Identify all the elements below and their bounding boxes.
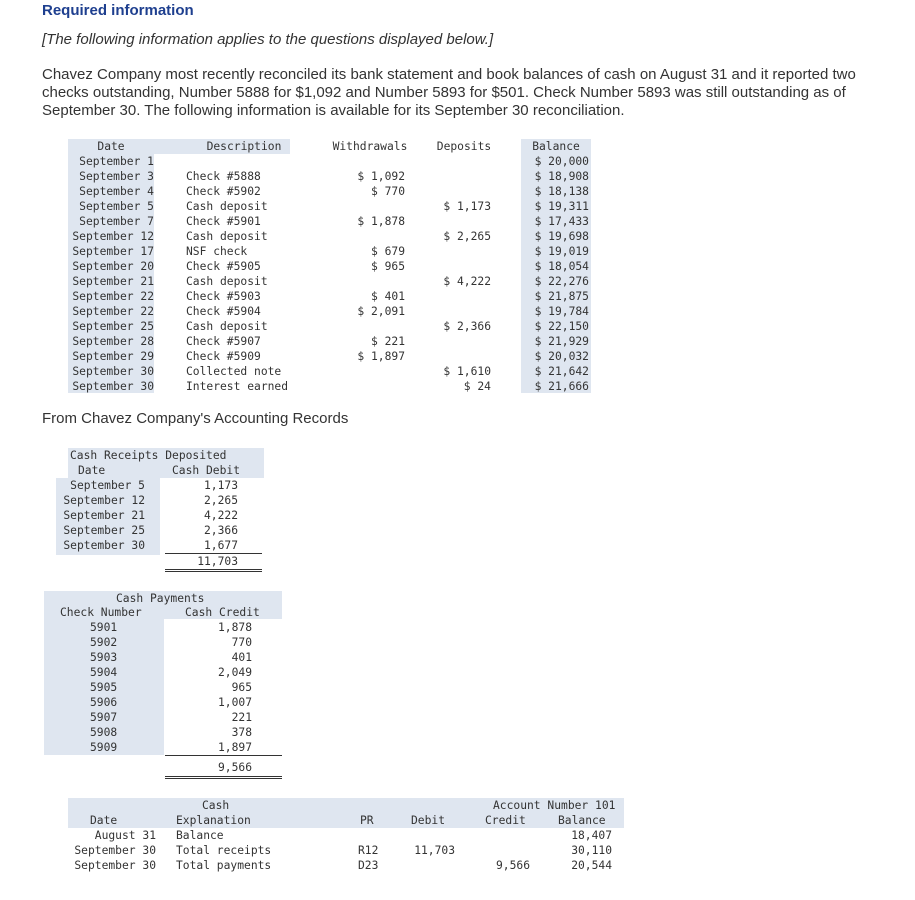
payments-title: Cash Payments: [116, 592, 205, 605]
bank-row-deposit: [420, 169, 491, 184]
bank-row-date: September 22: [72, 305, 154, 318]
bank-row-withdrawal: [330, 229, 405, 244]
ledger-row-date: August 31: [94, 829, 156, 842]
ledger-credit-header: Credit: [485, 814, 526, 827]
ledger-row-date: September 30: [74, 844, 156, 857]
bank-row-description: Check #5901: [186, 215, 261, 228]
payment-row-amount: 770: [231, 636, 252, 649]
bank-row-date: September 4: [79, 185, 154, 198]
bank-row-description: Cash deposit: [186, 200, 268, 213]
receipts-title: Cash Receipts Deposited: [70, 449, 227, 462]
payment-row-check: 5908: [90, 726, 118, 739]
ledger-date-header: Date: [90, 814, 118, 827]
bank-row-deposit: [420, 244, 491, 259]
bank-row-balance: $ 19,311: [534, 200, 589, 213]
payment-row-check: 5904: [90, 666, 118, 679]
receipts-date-header: Date: [78, 464, 106, 477]
intro-paragraph: Chavez Company most recently reconciled its bank statement and book balances of cash on August 31 and it reported two checks outstanding, Number 5888 for $1,092 and Number 5893 for $501. Check Number 5893 was still outstanding as of September 30. The following information is available for its September 30 reconciliation.: [42, 66, 856, 119]
ledger-row-credit: 9,566: [495, 859, 530, 872]
description-header: Description: [206, 140, 282, 153]
bank-row-date: September 28: [72, 335, 154, 348]
bank-row-withdrawal: $ 770: [370, 185, 405, 198]
receipt-row-amount: 1,173: [203, 479, 238, 492]
deposits-header: Deposits: [436, 140, 492, 153]
receipt-row-amount: 1,677: [203, 539, 238, 552]
bank-row-deposit: $ 1,610: [443, 365, 491, 378]
bank-row-deposit: [420, 214, 491, 229]
date-header: Date: [97, 140, 125, 153]
receipt-row-date: September 5: [70, 479, 145, 492]
ledger-explanation-header: Explanation: [176, 814, 251, 827]
payment-row-check: 5909: [90, 741, 118, 754]
bank-row-deposit: [420, 154, 491, 169]
ledger-row-pr: D23: [358, 859, 379, 872]
withdrawals-header: Withdrawals: [332, 140, 408, 153]
ledger-balance-header: Balance: [558, 814, 606, 827]
bank-row-withdrawal: $ 965: [370, 260, 405, 273]
bank-row-balance: $ 19,019: [534, 245, 589, 258]
payments-total-rule-2: [165, 778, 282, 779]
bank-row-date: September 30: [72, 365, 154, 378]
bank-row-description: Cash deposit: [186, 275, 268, 288]
bank-row-date: September 29: [72, 350, 154, 363]
receipt-row-amount: 2,265: [203, 494, 238, 507]
bank-row-date: September 5: [79, 200, 154, 213]
bank-row-description: Check #5902: [186, 185, 261, 198]
bank-row-deposit: [420, 304, 491, 319]
bank-row-description: Cash deposit: [186, 320, 268, 333]
bank-row-balance: $ 21,875: [534, 290, 589, 303]
payment-row-amount: 1,878: [217, 621, 252, 634]
bank-row-deposit: $ 1,173: [443, 200, 491, 213]
bank-row-withdrawal: $ 221: [370, 335, 405, 348]
bank-row-description: Check #5904: [186, 305, 261, 318]
bank-row-date: September 20: [72, 260, 154, 273]
records-heading: From Chavez Company's Accounting Records: [42, 410, 349, 427]
bank-row-date: September 22: [72, 290, 154, 303]
bank-row-date: September 30: [72, 380, 154, 393]
bank-row-deposit: [420, 259, 491, 274]
bank-row-withdrawal: [330, 274, 405, 289]
receipt-row-date: September 25: [63, 524, 145, 537]
applies-note: [The following information applies to the questions displayed below.]: [42, 31, 494, 48]
payment-row-check: 5901: [90, 621, 118, 634]
required-information-heading: Required information: [42, 2, 194, 19]
payment-row-check: 5907: [90, 711, 118, 724]
bank-row-withdrawal: $ 1,878: [357, 215, 405, 228]
bank-row-deposit: $ 2,265: [443, 230, 491, 243]
bank-row-balance: $ 18,138: [534, 185, 589, 198]
ledger-debit-header: Debit: [411, 814, 446, 827]
payment-row-amount: 1,897: [217, 741, 252, 754]
receipt-row-date: September 21: [63, 509, 145, 522]
bank-row-withdrawal: $ 1,897: [357, 350, 405, 363]
bank-row-deposit: [420, 349, 491, 364]
ledger-row-explanation: Total payments: [176, 859, 272, 872]
bank-row-description: Cash deposit: [186, 230, 268, 243]
bank-row-balance: $ 20,000: [534, 155, 589, 168]
bank-row-balance: $ 18,908: [534, 170, 589, 183]
payment-row-amount: 1,007: [217, 696, 252, 709]
bank-row-withdrawal: $ 401: [370, 290, 405, 303]
bank-row-description: Check #5903: [186, 290, 261, 303]
ledger-row-date: September 30: [74, 859, 156, 872]
payment-row-amount: 221: [231, 711, 252, 724]
bank-row-date: September 7: [79, 215, 154, 228]
bank-row-withdrawal: [330, 379, 405, 394]
payments-credit-header: Cash Credit: [185, 606, 260, 619]
receipts-debit-header: Cash Debit: [172, 464, 241, 477]
ledger-row-balance: 30,110: [571, 844, 612, 857]
payment-row-check: 5903: [90, 651, 118, 664]
bank-row-description: Interest earned: [186, 380, 289, 393]
bank-row-balance: $ 18,054: [534, 260, 589, 273]
bank-row-description: Check #5907: [186, 335, 261, 348]
payments-total: 9,566: [217, 761, 252, 774]
bank-row-balance: $ 21,929: [534, 335, 589, 348]
bank-row-balance: $ 17,433: [534, 215, 589, 228]
payment-row-amount: 401: [231, 651, 252, 664]
bank-row-description: Check #5888: [186, 170, 261, 183]
payment-row-amount: 378: [231, 726, 252, 739]
receipt-row-date: September 12: [63, 494, 145, 507]
payment-row-check: 5905: [90, 681, 118, 694]
bank-row-deposit: [420, 184, 491, 199]
ledger-row-debit: [400, 858, 455, 873]
bank-row-deposit: $ 2,366: [443, 320, 491, 333]
bank-row-balance: $ 19,784: [534, 305, 589, 318]
bank-row-withdrawal: $ 679: [370, 245, 405, 258]
bank-row-balance: $ 22,150: [534, 320, 589, 333]
receipt-row-amount: 4,222: [203, 509, 238, 522]
bank-row-withdrawal: [330, 199, 405, 214]
ledger-row-balance: 18,407: [571, 829, 612, 842]
ledger-pr-header: PR: [360, 814, 374, 827]
bank-row-description: Check #5909: [186, 350, 261, 363]
balance-header: Balance: [532, 140, 580, 153]
payments-total-rule-1: [165, 776, 282, 777]
bank-row-deposit: $ 4,222: [443, 275, 491, 288]
bank-row-balance: $ 19,698: [534, 230, 589, 243]
ledger-row-explanation: Total receipts: [176, 844, 272, 857]
bank-row-withdrawal: [330, 154, 405, 169]
bank-row-deposit: [420, 289, 491, 304]
bank-row-date: September 1: [79, 155, 154, 168]
bank-row-date: September 21: [72, 275, 154, 288]
bank-row-balance: $ 20,032: [534, 350, 589, 363]
receipt-row-amount: 2,366: [203, 524, 238, 537]
payment-row-check: 5906: [90, 696, 118, 709]
bank-row-withdrawal: [330, 364, 405, 379]
receipts-total: 11,703: [197, 555, 238, 568]
bank-row-balance: $ 21,666: [534, 380, 589, 393]
receipts-total-rule-2: [165, 571, 262, 572]
ledger-row-debit: [400, 828, 455, 843]
bank-row-date: September 17: [72, 245, 154, 258]
payment-row-amount: 965: [231, 681, 252, 694]
ledger-row-explanation: Balance: [176, 829, 224, 842]
bank-row-balance: $ 21,642: [534, 365, 589, 378]
ledger-row-debit: 11,703: [414, 844, 455, 857]
payment-row-amount: 2,049: [217, 666, 252, 679]
ledger-account-number: Account Number 101: [493, 799, 616, 812]
bank-row-withdrawal: [330, 319, 405, 334]
payments-check-header: Check Number: [60, 606, 142, 619]
bank-row-date: September 12: [72, 230, 154, 243]
payment-row-check: 5902: [90, 636, 118, 649]
bank-row-withdrawal: $ 2,091: [357, 305, 405, 318]
receipts-total-rule-1: [165, 569, 262, 570]
bank-row-description: NSF check: [186, 245, 248, 258]
bank-row-description: Collected note: [186, 365, 282, 378]
bank-row-date: September 3: [79, 170, 154, 183]
payments-subtotal-rule: [165, 755, 282, 756]
ledger-row-pr: R12: [358, 844, 379, 857]
ledger-row-credit: [480, 828, 530, 843]
bank-row-date: September 25: [72, 320, 154, 333]
bank-row-description: Check #5905: [186, 260, 261, 273]
receipt-row-date: September 30: [63, 539, 145, 552]
bank-row-balance: $ 22,276: [534, 275, 589, 288]
bank-row-withdrawal: $ 1,092: [357, 170, 405, 183]
bank-row-deposit: $ 24: [463, 380, 491, 393]
bank-row-deposit: [420, 334, 491, 349]
ledger-row-balance: 20,544: [571, 859, 612, 872]
ledger-row-credit: [480, 843, 530, 858]
ledger-title: Cash: [202, 799, 230, 812]
